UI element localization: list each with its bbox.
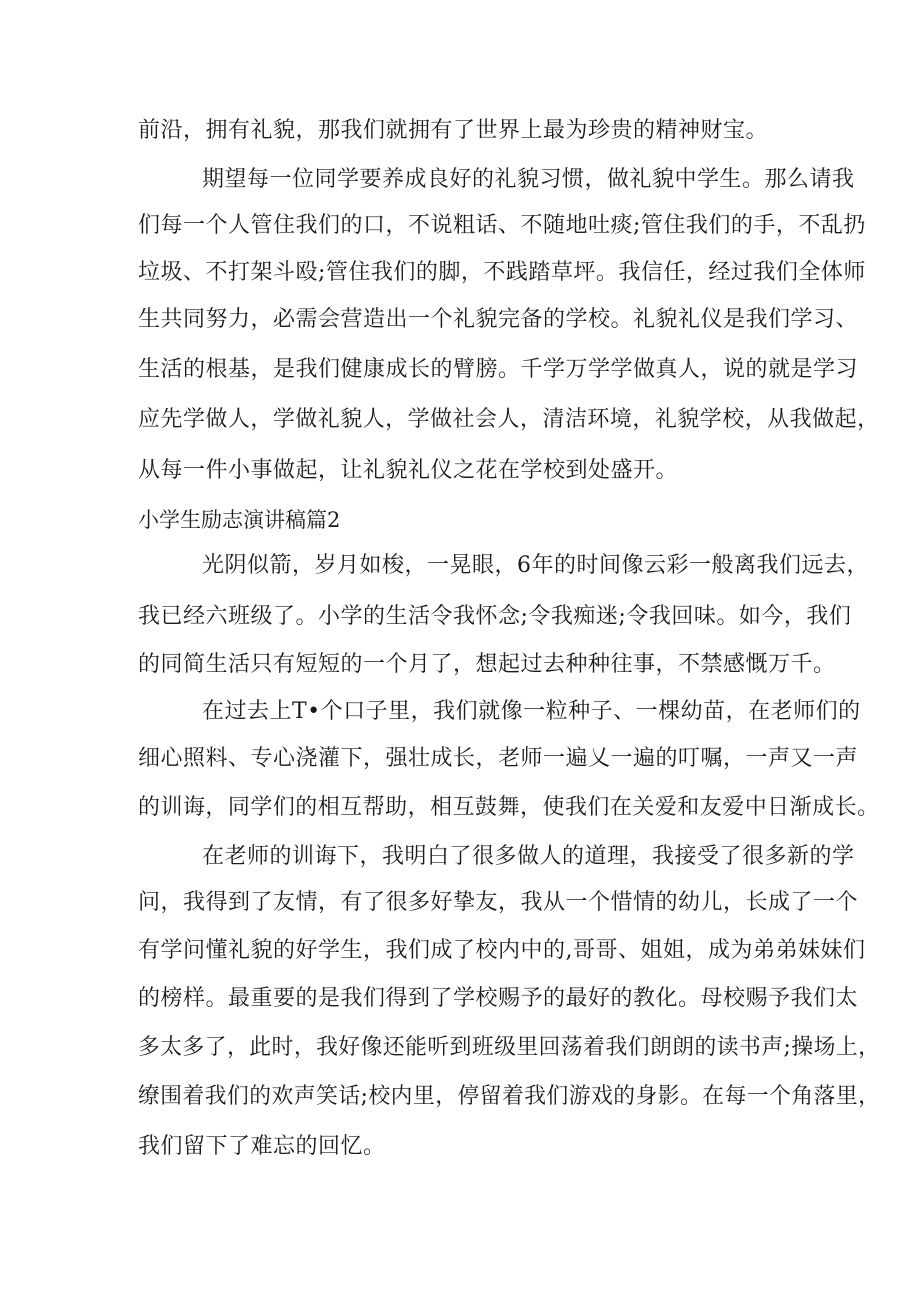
text-line: 从每一件小事做起，让礼貌礼仪之花在学校到处盛开。: [138, 458, 679, 483]
text-line: 的同简生活只有短短的一个月了，想起过去种种往事，不禁感慨万千。: [138, 652, 836, 677]
paragraph-start-line: 在过去上T•个口子里，我们就像一粒种子、一棵幼苗，在老师们的: [202, 699, 861, 724]
section-heading: 小学生励志演讲稿篇2: [138, 508, 341, 532]
text-line: 问，我得到了友情，有了很多好挚友，我从一个惜情的幼儿，长成了一个: [138, 890, 859, 915]
text-line: 多太多了，此时，我好像还能听到班级里回荡着我们朗朗的读书声;操场上，: [138, 1035, 881, 1060]
text-line: 细心照料、专心浇灌下，强壮成长，老师一遍乂一遍的叮嘱，一声又一声: [138, 746, 859, 771]
text-line: 的训诲，同学们的相互帮助，相互鼓舞，使我们在关爱和友爱中日渐成长。: [138, 795, 880, 820]
text-line: 我已经六班级了。小学的生活令我怀念;令我痴迷;令我回味。如今，我们: [138, 604, 852, 629]
text-line: 们每一个人管住我们的口，不说粗话、不随地吐痰;管住我们的手，不乱扔: [138, 213, 866, 238]
text-line: 生共同努力，必需会营造出一个礼貌完备的学校。礼貌礼仪是我们学习、: [138, 307, 859, 332]
text-line: 前沿，拥有礼貌，那我们就拥有了世界上最为珍贵的精神财宝。: [138, 118, 769, 143]
text-line: 我们留下了难忘的回忆。: [138, 1134, 386, 1159]
text-line: 有学问懂礼貌的好学生，我们成了校内中的,哥哥、姐姐，成为弟弟妹妹们: [138, 938, 866, 963]
paragraph-start-line: 在老师的训诲下，我明白了很多做人的道理，我接受了很多新的学: [202, 844, 855, 869]
text-line: 的榜样。最重要的是我们得到了学校赐予的最好的教化。母校赐予我们太: [138, 986, 859, 1011]
text-line: 垃圾、不打架斗殴;管住我们的脚，不践踏草坪。我信任，经过我们全体师: [138, 260, 866, 285]
text-line: 应先学做人，学做礼貌人，学做社会人，清洁环境，礼貌学校，从我做起，: [138, 407, 880, 432]
text-line: 缭围着我们的欢声笑话;校内里，停留着我们游戏的身影。在每一个角落里，: [138, 1084, 881, 1109]
paragraph-start-line: 期望每一位同学要养成良好的礼貌习惯，做礼貌中学生。那么请我: [202, 167, 855, 192]
paragraph-start-line: 光阴似箭，岁月如梭，一晃眼，6年的时间像云彩一般离我们远去，: [202, 553, 869, 578]
text-line: 生活的根基，是我们健康成长的臂膀。千学万学学做真人，说的就是学习: [138, 357, 859, 382]
